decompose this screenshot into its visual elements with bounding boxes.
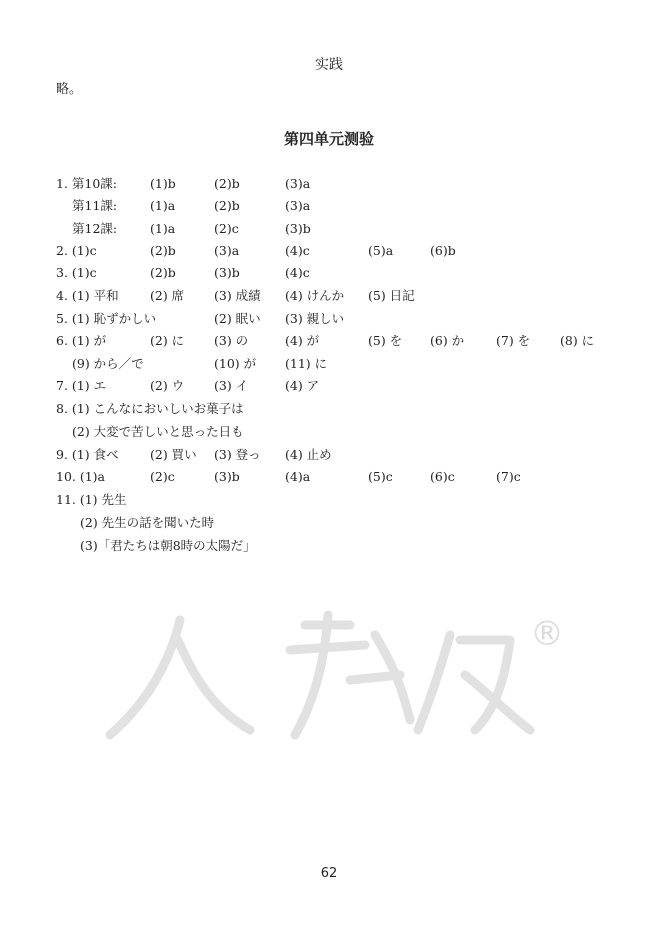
answer-cell: (1)b	[150, 176, 176, 191]
answer-cell: (2) に	[150, 333, 185, 348]
unit-title: 第四单元测验	[283, 130, 374, 148]
lead-text: 略。	[56, 82, 83, 97]
publisher-watermark	[100, 600, 570, 750]
answer-cell: (1)a	[150, 198, 176, 213]
answer-cell: (4) けんか	[285, 288, 345, 303]
answer-cell: 2. (1)c	[56, 243, 97, 258]
answer-cell: (5) 日記	[368, 288, 415, 303]
answer-cell: (4) ア	[285, 378, 320, 393]
answer-cell: (6) か	[430, 333, 465, 348]
answer-cell: (6)c	[430, 469, 455, 484]
answer-cell: 11. (1) 先生	[56, 492, 127, 507]
answer-cell: (4)c	[285, 265, 310, 280]
answer-cell: 6. (1) が	[56, 333, 107, 348]
answer-cell: 第11課:	[72, 198, 118, 213]
answer-cell: (2) 席	[150, 288, 185, 303]
answer-cell: (9) から／で	[72, 356, 144, 371]
answer-cell: (2) 大変で苦しいと思った日も	[72, 424, 244, 439]
answer-cell: (4) 止め	[285, 447, 332, 462]
answer-cell: (3) 登っ	[214, 447, 261, 462]
answer-cell: (5)a	[368, 243, 394, 258]
registered-mark: ®	[530, 614, 564, 654]
answer-cell: (3)b	[214, 469, 240, 484]
page-number: 62	[320, 866, 338, 881]
answer-cell: (3)b	[285, 221, 311, 236]
answer-cell: (4)a	[285, 469, 311, 484]
answer-cell: 8. (1) こんなにおいしいお菓子は	[56, 401, 244, 416]
answer-cell: (5)c	[368, 469, 393, 484]
answer-cell: (11) に	[285, 356, 328, 371]
answer-cell: 7. (1) エ	[56, 378, 107, 393]
answer-cell: 10. (1)a	[56, 469, 106, 484]
answer-cell: (2) 買い	[150, 447, 197, 462]
answer-cell: (2)b	[150, 243, 176, 258]
answer-cell: (3)b	[214, 265, 240, 280]
answer-cell: (3) の	[214, 333, 249, 348]
answer-cell: (1)a	[150, 221, 176, 236]
answer-cell: 第12課:	[72, 221, 118, 236]
answer-cell: (6)b	[430, 243, 456, 258]
answer-cell: (3)「君たちは朝8時の太陽だ」	[80, 538, 256, 553]
answer-cell: (3)a	[285, 176, 311, 191]
answer-cell: (3) イ	[214, 378, 249, 393]
section-title: 实践	[315, 57, 343, 73]
answer-cell: (7) を	[496, 333, 531, 348]
answer-cell: (3) 成績	[214, 288, 261, 303]
answer-cell: 3. (1)c	[56, 265, 97, 280]
answer-cell: (5) を	[368, 333, 403, 348]
answer-cell: (8) に	[560, 333, 595, 348]
answer-cell: (3) 親しい	[285, 311, 345, 326]
answer-cell: (10) が	[214, 356, 257, 371]
answer-cell: (3)a	[285, 198, 311, 213]
answer-cell: 9. (1) 食べ	[56, 447, 119, 462]
answer-cell: 4. (1) 平和	[56, 288, 119, 303]
answer-cell: (2) 先生の話を聞いた時	[80, 515, 215, 530]
answer-cell: 1. 第10課:	[56, 176, 118, 191]
answer-cell: (2)c	[150, 469, 175, 484]
answer-cell: (2)b	[214, 198, 240, 213]
answer-cell: (4)c	[285, 243, 310, 258]
answer-cell: (2)b	[214, 176, 240, 191]
answer-cell: (2)b	[150, 265, 176, 280]
answer-cell: (3)a	[214, 243, 240, 258]
answer-cell: (7)c	[496, 469, 521, 484]
answer-cell: (2) ウ	[150, 378, 185, 393]
answer-cell: 5. (1) 恥ずかしい	[56, 311, 157, 326]
answer-cell: (2) 眠い	[214, 311, 261, 326]
answer-cell: (2)c	[214, 221, 239, 236]
answer-cell: (4) が	[285, 333, 320, 348]
